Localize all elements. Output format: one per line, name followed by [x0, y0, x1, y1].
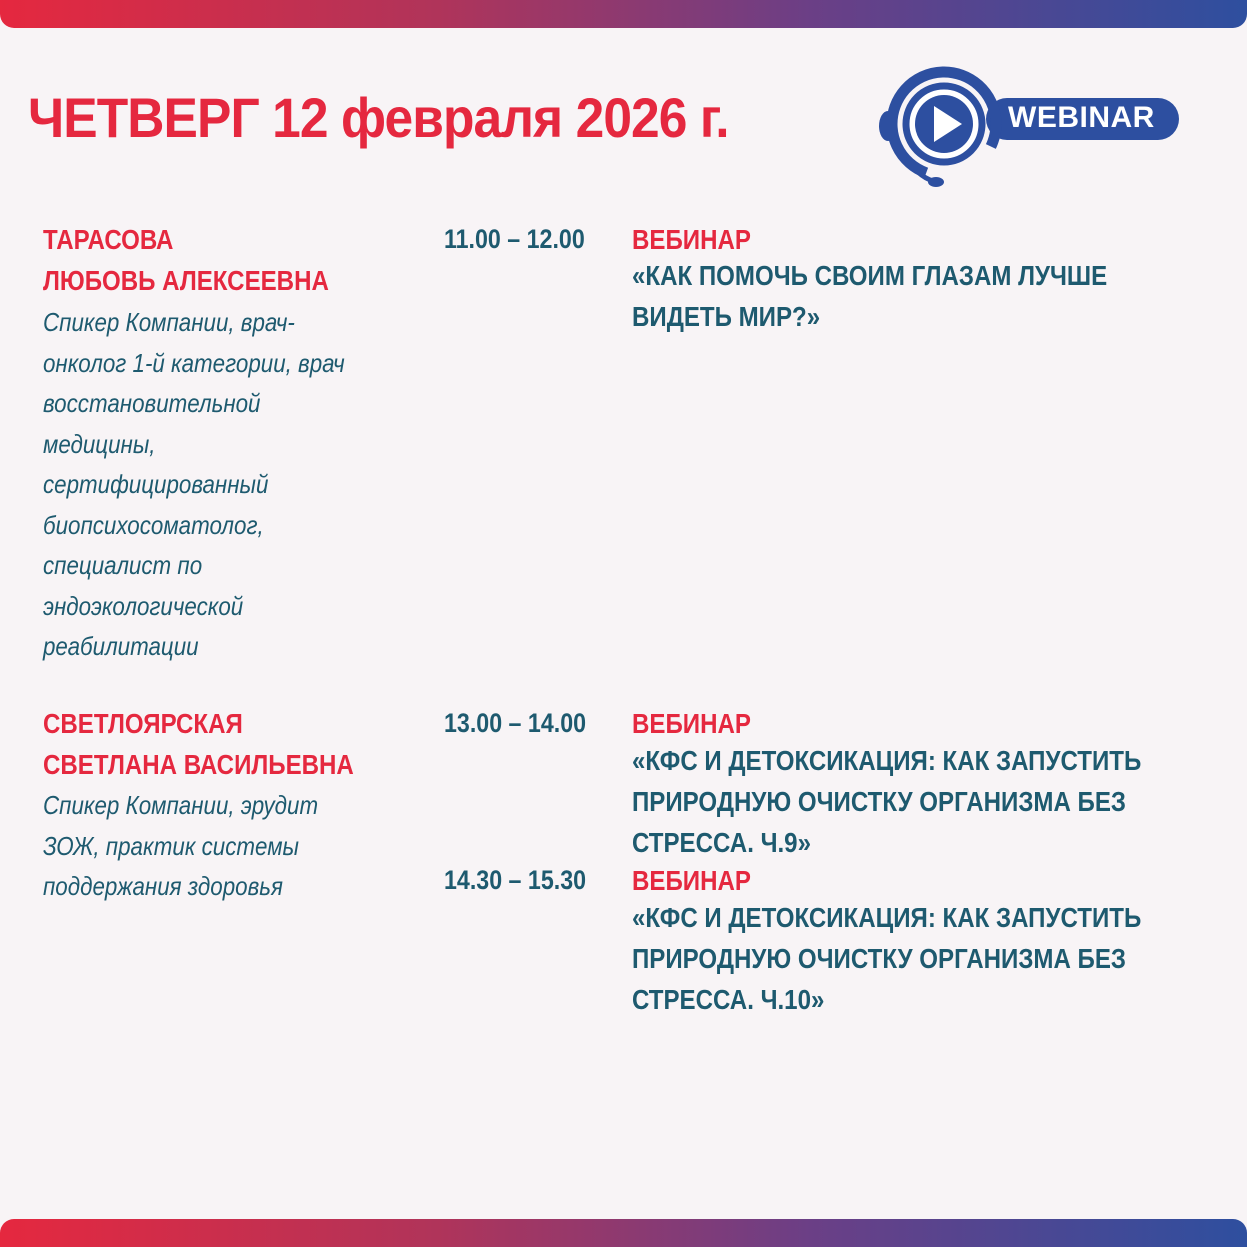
event-type: ВЕБИНАР: [632, 865, 751, 896]
event-title: «КФС И ДЕТОКСИКАЦИЯ: КАК ЗАПУСТИТЬ ПРИРОДНУЮ ОЧИСТКУ ОРГАНИЗМА БЕЗ СТРЕССА. Ч.9»: [632, 745, 1142, 858]
speaker-2-name: СВЕТЛОЯРСКАЯ СВЕТЛАНА ВАСИЛЬЕВНА: [43, 708, 354, 780]
event-title: «КАК ПОМОЧЬ СВОИМ ГЛАЗАМ ЛУЧШЕ ВИДЕТЬ МИР?»: [632, 260, 1108, 332]
event-type: ВЕБИНАР: [632, 708, 751, 739]
speaker-1-description: Спикер Компании, врач- онколог 1-й категории, врач восстановительной медицины, сертифицированный биопсихосоматолог, специалист по эндоэкологической реабилитации: [43, 307, 345, 661]
event-time: 14.30 – 15.30: [444, 865, 587, 895]
logo-text: WEBINAR: [1008, 101, 1155, 134]
event-title: «КФС И ДЕТОКСИКАЦИЯ: КАК ЗАПУСТИТЬ ПРИРОДНУЮ ОЧИСТКУ ОРГАНИЗМА БЕЗ СТРЕССА. Ч.10»: [632, 902, 1142, 1015]
event-time: 11.00 – 12.00: [444, 224, 585, 254]
top-gradient-bar: [0, 0, 1247, 28]
event-type: ВЕБИНАР: [632, 224, 751, 255]
speaker-1-name: ТАРАСОВА ЛЮБОВЬ АЛЕКСЕЕВНА: [43, 224, 329, 296]
bottom-gradient-bar: [0, 1219, 1247, 1247]
page-title: ЧЕТВЕРГ 12 февраля 2026 г.: [28, 86, 729, 149]
event-time: 13.00 – 14.00: [444, 708, 587, 738]
speaker-2-description: Спикер Компании, эрудит ЗОЖ, практик системы поддержания здоровья: [43, 790, 319, 901]
